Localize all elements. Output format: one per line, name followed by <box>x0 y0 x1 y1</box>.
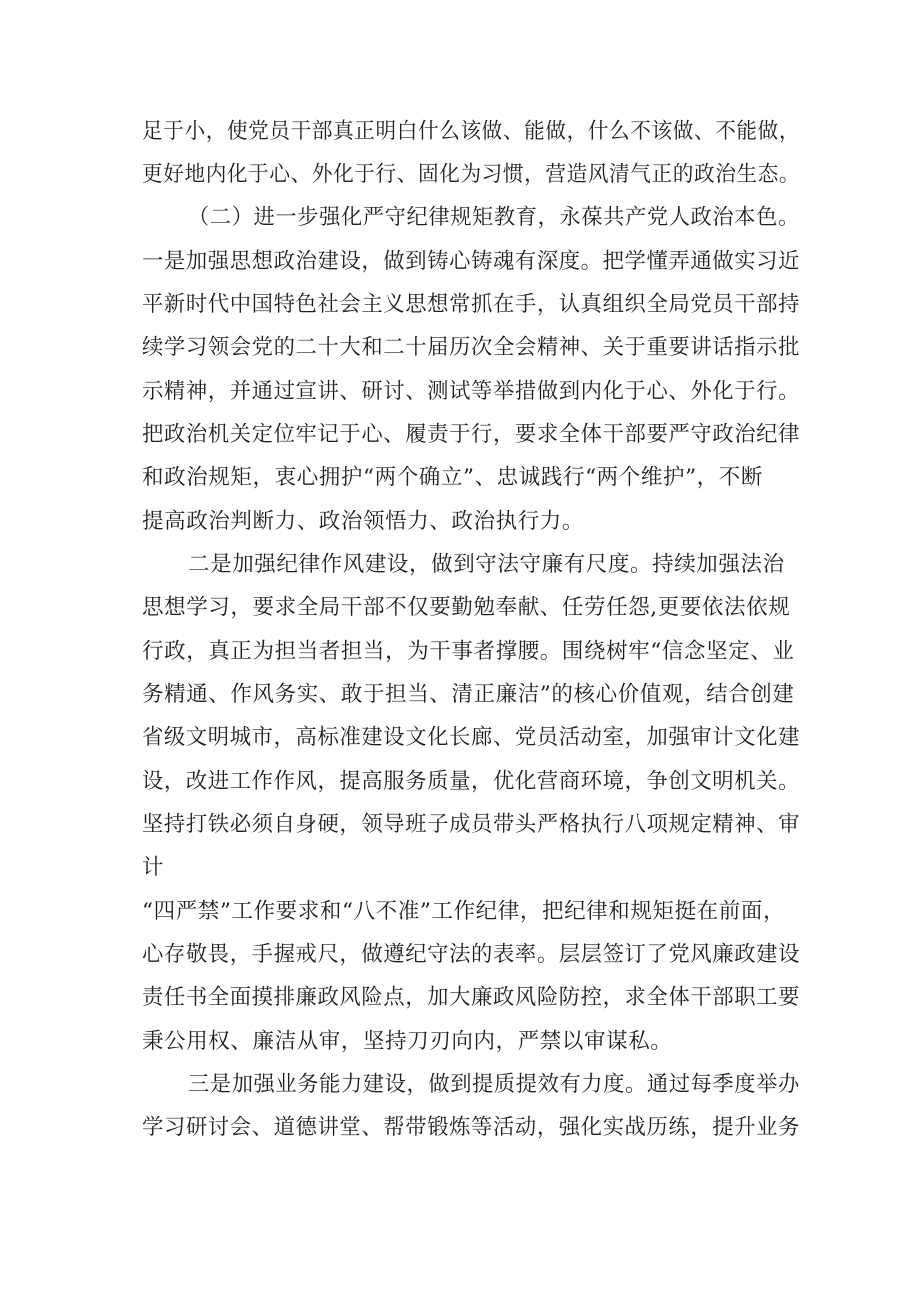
text-line: 思想学习，要求全局干部不仅要勤勉奉献、任劳任怨,更要依法依规 <box>142 595 791 620</box>
paragraph-start: 三是加强业务能力建设，做到提质提效有力度。通过每季度举办 <box>188 1072 800 1097</box>
text-line: 省级文明城市，高标准建设文化长廊、党员活动室，加强审计文化建 <box>142 725 801 750</box>
text-line: 坚持打铁必须自身硬，领导班子成员带头严格执行八项规定精神、审 <box>142 812 801 837</box>
text-line: 续学习领会党的二十大和二十届历次全会精神、关于重要讲话指示批 <box>142 335 801 360</box>
section-heading: （二）进一步强化严守纪律规矩教育，永葆共产党人政治本色。 <box>188 205 800 230</box>
text-line: 务精通、作风务实、敢于担当、清正廉洁”的核心价值观，结合创建 <box>142 682 795 707</box>
text-line: 示精神，并通过宣讲、研讨、测试等举措做到内化于心、外化于行。 <box>142 379 801 404</box>
text-line: 行政，真正为担当者担当，为干事者撑腰。围绕树牢“信念坚定、业 <box>142 639 795 664</box>
text-line: 设，改进工作作风，提高服务质量，优化营商环境，争创文明机关。 <box>142 769 801 794</box>
text-line: 学习研讨会、道德讲堂、帮带锻炼等活动，强化实战历练，提升业务 <box>142 1115 801 1140</box>
text-line: “四严禁”工作要求和“八不准”工作纪律，把纪律和规矩挺在前面， <box>142 899 786 924</box>
text-line: 平新时代中国特色社会主义思想常抓在手，认真组织全局党员干部持 <box>142 292 801 317</box>
text-line: 更好地内化于心、外化于行、固化为习惯，营造风清气正的政治生态。 <box>142 162 801 187</box>
paragraph-start: 二是加强纪律作风建设，做到守法守廉有尺度。持续加强法治 <box>188 552 785 577</box>
text-line: 一是加强思想政治建设，做到铸心铸魂有深度。把学懂弄通做实习近 <box>142 249 801 274</box>
text-line: 提高政治判断力、政治领悟力、政治执行力。 <box>142 509 585 534</box>
text-line: 责任书全面摸排廉政风险点，加大廉政风险防控，求全体干部职工要 <box>142 985 801 1010</box>
text-line: 把政治机关定位牢记于心、履责于行，要求全体干部要严守政治纪律 <box>142 422 801 447</box>
text-line: 心存敬畏，手握戒尺，做遵纪守法的表率。层层签订了党风廉政建设 <box>142 942 801 967</box>
text-line: 足于小，使党员干部真正明白什么该做、能做，什么不该做、不能做， <box>142 119 801 144</box>
text-line: 计 <box>142 855 165 880</box>
text-line: 和政治规矩，衷心拥护“两个确立”、忠诚践行“两个维护”，不断 <box>142 465 763 490</box>
text-line: 秉公用权、廉洁从审，坚持刀刃向内，严禁以审谋私。 <box>142 1029 673 1054</box>
